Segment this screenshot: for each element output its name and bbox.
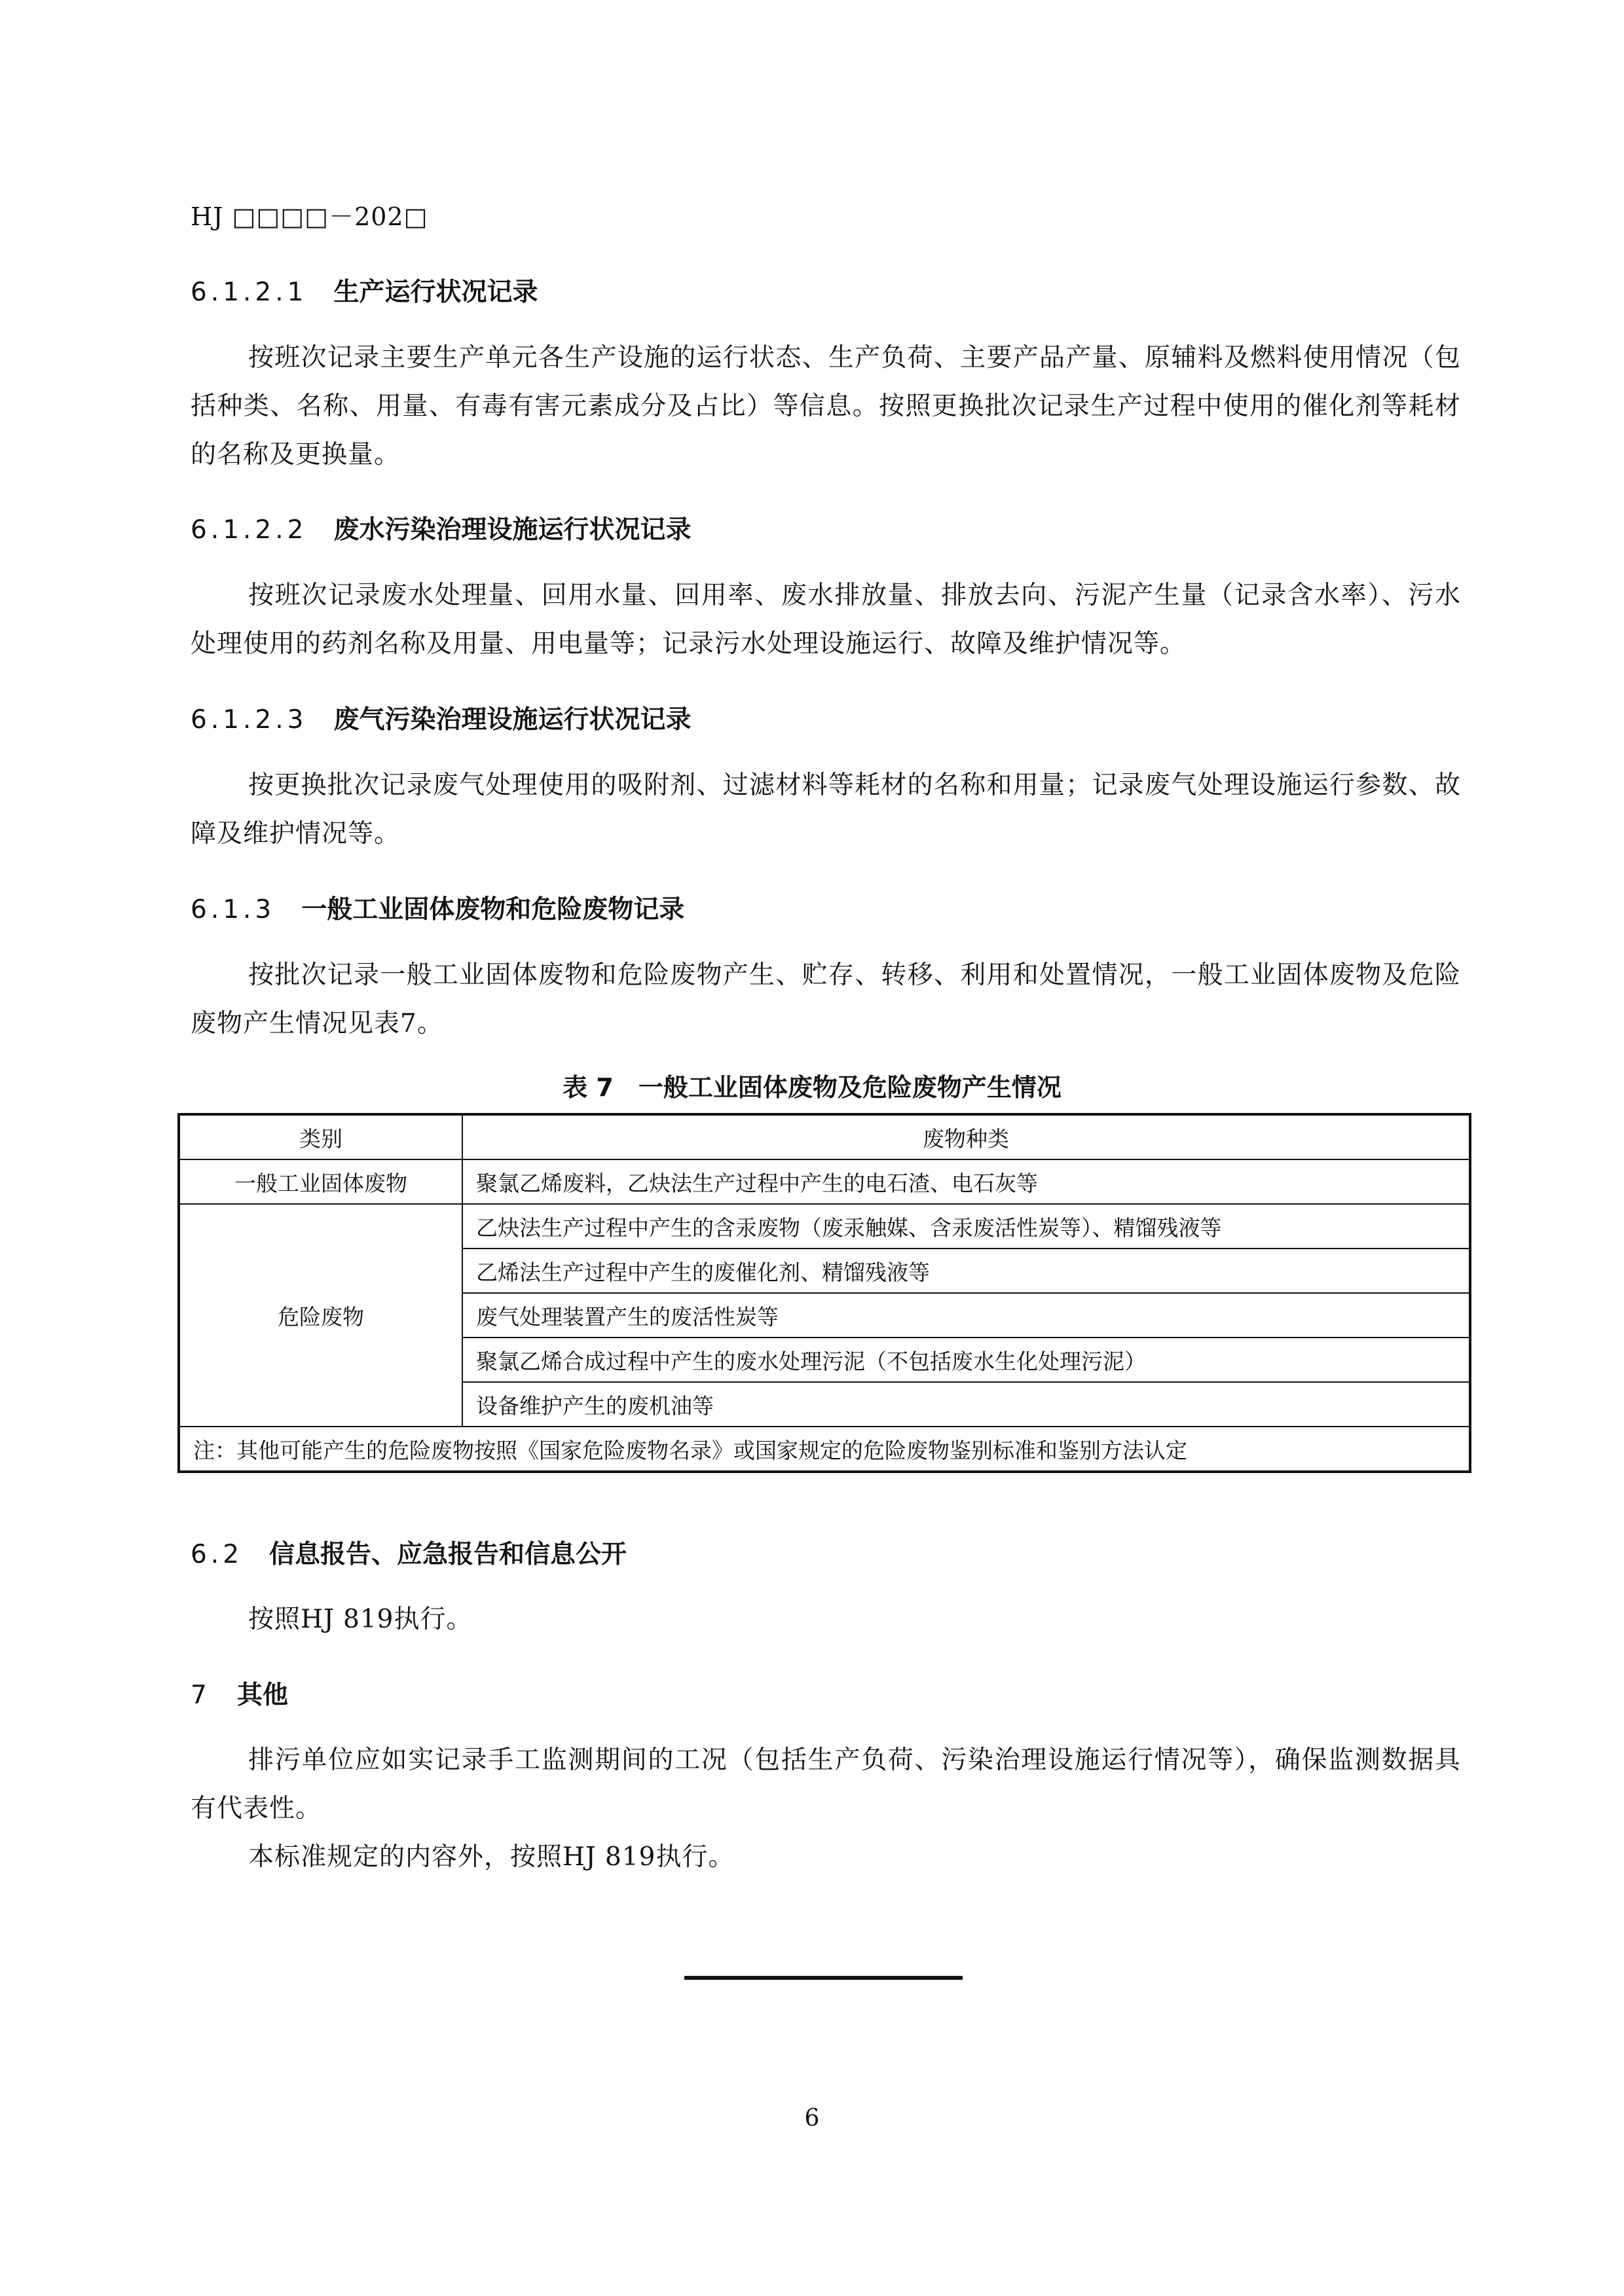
header-waste-type: 废物种类 bbox=[462, 1114, 1470, 1159]
section-title: 废气污染治理设施运行状况记录 bbox=[333, 705, 692, 735]
table-note-row bbox=[179, 1427, 1470, 1472]
section-heading-6-1-2-3 bbox=[191, 699, 691, 736]
table-caption: 表 7 一般工业固体废物及危险废物产生情况 bbox=[563, 1073, 1061, 1102]
paragraph-solid-waste-record: 按批次记录一般工业固体废物和危险废物产生、贮存、转移、利用和处置情况，一般工业固体废物及危险废物产生情况见表7。 bbox=[191, 960, 1461, 1038]
section-number: 7 bbox=[191, 1681, 211, 1710]
table-row bbox=[179, 1204, 1470, 1248]
waste-type-cell: 废气处理装置产生的废活性炭等 bbox=[462, 1293, 1470, 1338]
section-heading-6-1-2-2 bbox=[191, 509, 691, 546]
section-heading-6-2 bbox=[191, 1534, 627, 1571]
section-title: 其他 bbox=[236, 1681, 288, 1710]
paragraph-other-conditions: 排污单位应如实记录手工监测期间的工况（包括生产负荷、污染治理设施运行情况等），确保监测数据具有代表性。 bbox=[191, 1745, 1461, 1823]
paragraph-production-record: 按班次记录主要生产单元各生产设施的运行状态、生产负荷、主要产品产量、原辅料及燃料使用情况（包括种类、名称、用量、有毒有害元素成分及占比）等信息。按照更换批次记录生产过程中使用的催化剂等耗材的名称及更换量。 bbox=[191, 343, 1461, 469]
section-title: 废水污染治理设施运行状况记录 bbox=[333, 515, 692, 545]
section-title: 信息报告、应急报告和信息公开 bbox=[269, 1540, 627, 1569]
section-number: 6.1.3 bbox=[191, 895, 276, 924]
section-title: 一般工业固体废物和危险废物记录 bbox=[301, 895, 685, 924]
waste-type-cell: 聚氯乙烯废料，乙炔法生产过程中产生的电石渣、电石灰等 bbox=[462, 1159, 1470, 1204]
paragraph-info-report: 按照HJ 819执行。 bbox=[248, 1605, 473, 1634]
section-heading-6-1-3 bbox=[191, 889, 684, 926]
waste-type-cell: 设备维护产生的废机油等 bbox=[462, 1382, 1470, 1427]
section-number: 6.1.2.3 bbox=[191, 705, 308, 735]
section-heading-7 bbox=[191, 1675, 288, 1711]
page-number: 6 bbox=[804, 2105, 820, 2132]
paragraph-other-reference: 本标准规定的内容外，按照HJ 819执行。 bbox=[248, 1842, 735, 1872]
table-row bbox=[179, 1159, 1470, 1204]
category-general-cell: 一般工业固体废物 bbox=[179, 1159, 462, 1204]
paragraph-exhaust-record: 按更换批次记录废气处理使用的吸附剂、过滤材料等耗材的名称和用量；记录废气处理设施运行参数、故障及维护情况等。 bbox=[191, 771, 1461, 848]
waste-type-cell: 乙烯法生产过程中产生的废催化剂、精馏残液等 bbox=[462, 1248, 1470, 1293]
document-code-header: HJ □□□□－202□ bbox=[191, 202, 428, 231]
end-rule bbox=[684, 1976, 963, 1980]
header-category: 类别 bbox=[179, 1114, 462, 1159]
section-heading-6-1-2-1 bbox=[191, 272, 538, 308]
section-number: 6.2 bbox=[191, 1540, 244, 1569]
table-note: 注：其他可能产生的危险废物按照《国家危险废物名录》或国家规定的危险废物鉴别标准和鉴别方法认定 bbox=[179, 1427, 1470, 1472]
category-hazardous-cell: 危险废物 bbox=[179, 1204, 462, 1427]
waste-table bbox=[177, 1113, 1471, 1473]
section-title: 生产运行状况记录 bbox=[333, 278, 538, 307]
paragraph-wastewater-record: 按班次记录废水处理量、回用水量、回用率、废水排放量、排放去向、污泥产生量（记录含水率）、污水处理使用的药剂名称及用量、用电量等；记录污水处理设施运行、故障及维护情况等。 bbox=[191, 581, 1461, 659]
waste-type-cell: 乙炔法生产过程中产生的含汞废物（废汞触媒、含汞废活性炭等）、精馏残液等 bbox=[462, 1204, 1470, 1248]
section-number: 6.1.2.2 bbox=[191, 515, 308, 545]
section-number: 6.1.2.1 bbox=[191, 278, 308, 307]
waste-type-cell: 聚氯乙烯合成过程中产生的废水处理污泥（不包括废水生化处理污泥） bbox=[462, 1338, 1470, 1382]
table-header-row bbox=[179, 1114, 1470, 1159]
